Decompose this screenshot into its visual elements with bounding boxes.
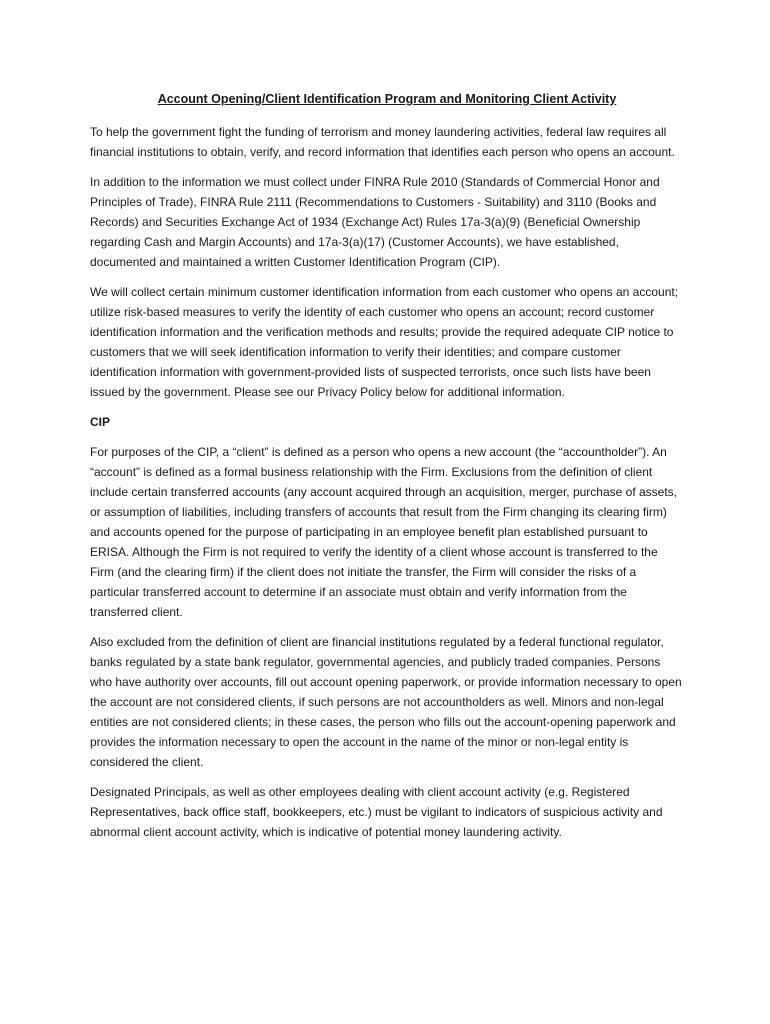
paragraph-client-definition: For purposes of the CIP, a “client” is defined as a person who opens a new account (the “accountholder”). An “account” is defined as a formal business relationship with the Firm. Exclusions from the definition of client include certain transferred accounts (any account acquired through an acquisition, merger, purchase of assets, or assumption of liabilities, including transfers of accounts that result from the Firm changing its clearing firm) and accounts opened for the purpose of participating in an employee benefit plan established pursuant to ERISA. Although the Firm is not required to verify the identity of a client whose account is transferred to the Firm (and the clearing firm) if the client does not initiate the transfer, the Firm will consider the risks of a particular transferred account to determine if an associate must obtain and verify information from the transferred client.	[90, 445, 677, 619]
document-title: Account Opening/Client Identification Program and Monitoring Client Activity	[157, 92, 617, 106]
paragraph-finra-rules: In addition to the information we must collect under FINRA Rule 2010 (Standards of Commercial Honor and Principles of Trade), FINRA Rule 2111 (Recommendations to Customers - Suitability) and 3110 (Books and Records) and Securities Exchange Act of 1934 (Exchange Act) Rules 17a-3(a)(9) (Beneficial Ownership regarding Cash and Margin Accounts) and 17a-3(a)(17) (Customer Accounts), we have established, documented and maintained a written Customer Identification Program (CIP).	[90, 175, 660, 269]
paragraph-exclusions: Also excluded from the definition of client are financial institutions regulated by a federal functional regulator, banks regulated by a state bank regulator, governmental agencies, and publicly traded companies. Persons who have authority over accounts, fill out account opening paperwork, or provide information necessary to open the account are not considered clients, if such persons are not accountholders as well. Minors and non-legal entities are not considered clients; in these cases, the person who fills out the account-opening paperwork and provides the information necessary to open the account in the name of the minor or non-legal entity is considered the client.	[90, 635, 682, 769]
paragraph-collection: We will collect certain minimum customer identification information from each customer who opens an account; utilize risk-based measures to verify the identity of each customer who opens an account; record customer identification information and the verification methods and results; provide the required adequate CIP notice to customers that we will seek identification information to verify their identities; and compare customer identification information with government-provided lists of suspected terrorists, once such lists have been issued by the government. Please see our Privacy Policy below for additional information.	[90, 285, 679, 399]
document-page	[90, 92, 684, 852]
paragraph-designated-principals: Designated Principals, as well as other employees dealing with client account activity (e.g. Registered Representatives, back office staff, bookkeepers, etc.) must be vigilant to indicators of suspicious activity and abnormal client account activity, which is indicative of potential money laundering activity.	[90, 785, 663, 839]
paragraph-intro: To help the government fight the funding of terrorism and money laundering activities, federal law requires all financial institutions to obtain, verify, and record information that identifies each person who opens an account.	[90, 125, 675, 159]
section-heading-cip: CIP	[90, 415, 111, 429]
